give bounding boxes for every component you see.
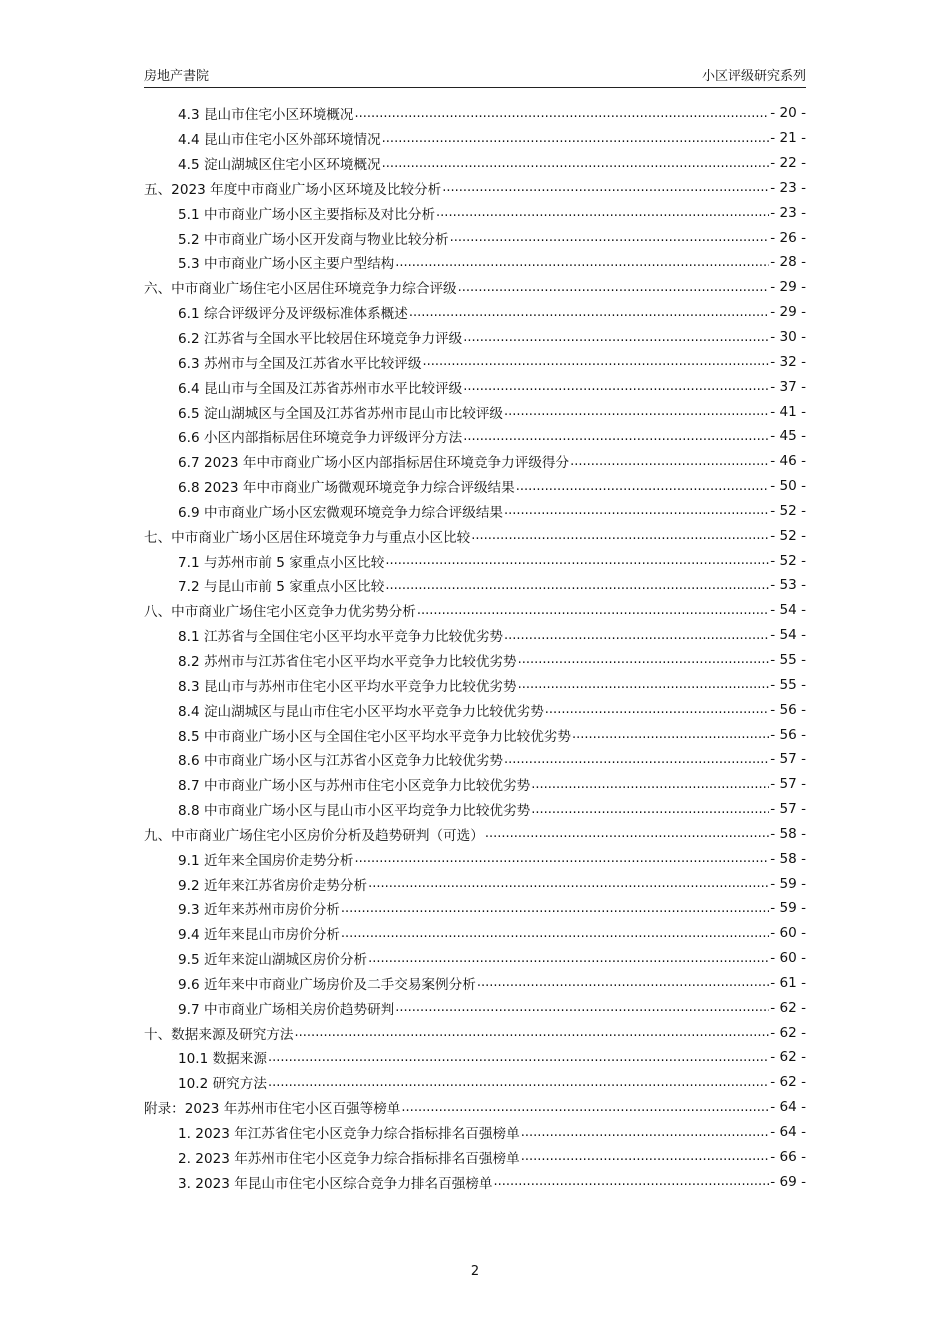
toc-leader-dots: [395, 255, 769, 270]
toc-page-number: - 20 -: [770, 105, 806, 122]
toc-page-number: - 41 -: [770, 403, 806, 420]
toc-page-number: - 52 -: [770, 527, 806, 544]
toc-section-entry[interactable]: [144, 151, 806, 176]
toc-entry-title: 6.6 小区内部指标居住环境竞争力评级评分方法: [178, 430, 463, 447]
toc-section-entry[interactable]: [144, 623, 806, 648]
toc-page-number: - 60 -: [770, 925, 806, 942]
toc-leader-dots: [518, 677, 770, 692]
toc-section-entry[interactable]: [144, 101, 806, 126]
toc-leader-dots: [368, 876, 769, 891]
toc-section-entry[interactable]: [144, 399, 806, 424]
toc-leader-dots: [516, 479, 770, 494]
toc-entry-title: 6.9 中市商业广场小区宏微观环境竞争力综合评级结果: [178, 504, 504, 521]
toc-page-number: - 45 -: [770, 428, 806, 445]
toc-page-number: - 66 -: [770, 1148, 806, 1165]
toc-leader-dots: [545, 702, 769, 717]
toc-page-number: - 46 -: [770, 453, 806, 470]
toc-entry-title: 9.4 近年来昆山市房价分析: [178, 927, 340, 944]
toc-entry-title: 8.7 中市商业广场小区与苏州市住宅小区竞争力比较优劣势: [178, 778, 531, 795]
toc-leader-dots: [295, 1025, 770, 1040]
toc-leader-dots: [458, 280, 770, 295]
toc-leader-dots: [521, 1149, 770, 1164]
toc-page-number: - 55 -: [770, 651, 806, 668]
toc-page-number: - 64 -: [770, 1099, 806, 1116]
toc-page-number: - 62 -: [770, 999, 806, 1016]
header-series: 小区评级研究系列: [701, 69, 806, 84]
toc-entry-title: 6.5 淀山湖城区与全国及江苏省苏州市昆山市比较评级: [178, 405, 504, 422]
toc-section-entry[interactable]: [144, 648, 806, 673]
toc-entry-title: 6.4 昆山市与全国及江苏省苏州市水平比较评级: [178, 380, 463, 397]
toc-entry-title: 5.2 中市商业广场小区开发商与物业比较分析: [178, 231, 449, 248]
toc-page-number: - 58 -: [770, 825, 806, 842]
toc-page-number: - 58 -: [770, 850, 806, 867]
toc-leader-dots: [477, 975, 769, 990]
toc-entry-title: 9.1 近年来全国房价走势分析: [178, 852, 354, 869]
toc-page-number: - 37 -: [770, 378, 806, 395]
toc-leader-dots: [471, 528, 769, 543]
toc-leader-dots: [518, 652, 770, 667]
toc-leader-dots: [442, 180, 769, 195]
toc-section-entry[interactable]: [144, 921, 806, 946]
toc-entry-title: 10.2 研究方法: [178, 1076, 267, 1093]
toc-leader-dots: [570, 454, 769, 469]
toc-page-number: - 22 -: [770, 155, 806, 172]
toc-entry-title: 10.1 数据来源: [178, 1051, 267, 1068]
toc-entry-title: 5.1 中市商业广场小区主要指标及对比分析: [178, 206, 436, 223]
toc-entry-title: 7.1 与苏州市前 5 家重点小区比较: [178, 554, 385, 571]
toc-chapter-entry[interactable]: [144, 1020, 806, 1045]
toc-leader-dots: [268, 1050, 769, 1065]
toc-page-number: - 30 -: [770, 329, 806, 346]
toc-entry-title: 5.3 中市商业广场小区主要户型结构: [178, 256, 395, 273]
toc-page-number: - 29 -: [770, 279, 806, 296]
toc-leader-dots: [354, 851, 769, 866]
toc-leader-dots: [485, 826, 769, 841]
toc-page-number: - 62 -: [770, 1024, 806, 1041]
toc-section-entry[interactable]: [144, 200, 806, 225]
toc-page-number: - 55 -: [770, 676, 806, 693]
toc-section-entry[interactable]: [144, 573, 806, 598]
toc-leader-dots: [504, 628, 769, 643]
toc-leader-dots: [395, 1000, 769, 1015]
toc-chapter-entry[interactable]: [144, 523, 806, 548]
toc-section-entry[interactable]: [144, 250, 806, 275]
toc-entry-title: 8.5 中市商业广场小区与全国住宅小区平均水平竞争力比较优劣势: [178, 728, 571, 745]
toc-entry-title: 9.2 近年来江苏省房价走势分析: [178, 877, 368, 894]
toc-leader-dots: [341, 901, 769, 916]
toc-leader-dots: [494, 1174, 770, 1189]
toc-entry-title: 4.5 淀山湖城区住宅小区环境概况: [178, 157, 381, 174]
toc-section-entry[interactable]: [144, 374, 806, 399]
toc-section-entry[interactable]: [144, 896, 806, 921]
toc-entry-title: 6.2 江苏省与全国水平比较居住环境竞争力评级: [178, 331, 463, 348]
toc-entry-title: 2. 2023 年苏州市住宅小区竞争力综合指标排名百强榜单: [178, 1150, 520, 1167]
toc-entry-title: 8.1 江苏省与全国住宅小区平均水平竞争力比较优劣势: [178, 629, 504, 646]
toc-section-entry[interactable]: [144, 474, 806, 499]
toc-page-number: - 52 -: [770, 502, 806, 519]
toc-leader-dots: [385, 553, 769, 568]
toc-page-number: - 69 -: [770, 1173, 806, 1190]
toc-leader-dots: [531, 777, 769, 792]
header-publisher: 房地产書院: [144, 69, 210, 84]
toc-leader-dots: [450, 230, 770, 245]
toc-leader-dots: [409, 305, 769, 320]
toc-entry-title: 6.8 2023 年中市商业广场微观环境竞争力综合评级结果: [178, 480, 515, 497]
toc-leader-dots: [401, 1100, 769, 1115]
toc-entry-title: 4.4 昆山市住宅小区外部环境情况: [178, 132, 381, 149]
toc-section-entry[interactable]: [144, 672, 806, 697]
toc-page-number: - 61 -: [770, 974, 806, 991]
toc-page-number: - 23 -: [770, 179, 806, 196]
toc-page-number: - 54 -: [770, 627, 806, 644]
toc-section-entry[interactable]: [144, 126, 806, 151]
toc-entry-title: 6.3 苏州市与全国及江苏省水平比较评级: [178, 355, 422, 372]
toc-leader-dots: [385, 578, 769, 593]
toc-leader-dots: [382, 131, 770, 146]
toc-entry-title: 8.3 昆山市与苏州市住宅小区平均水平竞争力比较优劣势: [178, 678, 517, 695]
toc-entry-title: 9.7 中市商业广场相关房价趋势研判: [178, 1001, 395, 1018]
toc-entry-title: 8.6 中市商业广场小区与江苏省小区竞争力比较优劣势: [178, 753, 504, 770]
toc-page-number: - 32 -: [770, 353, 806, 370]
toc-page-number: - 56 -: [770, 726, 806, 743]
toc-page-number: - 50 -: [770, 478, 806, 495]
toc-leader-dots: [417, 603, 769, 618]
toc-section-entry[interactable]: [144, 871, 806, 896]
toc-entry-title: 8.8 中市商业广场小区与昆山市小区平均竞争力比较优劣势: [178, 803, 531, 820]
toc-leader-dots: [463, 429, 769, 444]
toc-page-number: - 23 -: [770, 204, 806, 221]
toc-page-number: - 29 -: [770, 304, 806, 321]
toc-section-entry[interactable]: [144, 325, 806, 350]
toc-page-number: - 54 -: [770, 602, 806, 619]
page-header: [144, 66, 806, 88]
toc-page-number: - 64 -: [770, 1124, 806, 1141]
toc-section-entry[interactable]: [144, 225, 806, 250]
toc-chapter-entry[interactable]: [144, 176, 806, 201]
toc-entry-title: 9.6 近年来中市商业广场房价及二手交易案例分析: [178, 976, 476, 993]
toc-entry-title: 3. 2023 年昆山市住宅小区综合竞争力排名百强榜单: [178, 1175, 493, 1192]
toc-entry-title: 9.5 近年来淀山湖城区房价分析: [178, 952, 368, 969]
toc-page-number: - 59 -: [770, 900, 806, 917]
toc-chapter-entry[interactable]: [144, 821, 806, 846]
toc-leader-dots: [341, 926, 769, 941]
toc-leader-dots: [436, 205, 769, 220]
toc-page-number: - 57 -: [770, 801, 806, 818]
page-number: 2: [470, 1264, 480, 1279]
toc-section-entry[interactable]: [144, 1169, 806, 1194]
toc-leader-dots: [463, 330, 769, 345]
toc-chapter-entry[interactable]: [144, 275, 806, 300]
toc-leader-dots: [504, 752, 769, 767]
toc-entry-title: 附录：2023 年苏州市住宅小区百强等榜单: [144, 1101, 401, 1118]
toc-chapter-entry[interactable]: [144, 598, 806, 623]
toc-page-number: - 28 -: [770, 254, 806, 271]
toc-chapter-entry[interactable]: [144, 1095, 806, 1120]
toc-section-entry[interactable]: [144, 1070, 806, 1095]
toc-leader-dots: [382, 156, 770, 171]
toc-section-entry[interactable]: [144, 1144, 806, 1169]
toc-section-entry[interactable]: [144, 449, 806, 474]
toc-entry-title: 八、中市商业广场住宅小区竞争力优劣势分析: [144, 604, 416, 621]
toc-entry-title: 七、中市商业广场小区居住环境竞争力与重点小区比较: [144, 529, 471, 546]
toc-entry-title: 6.7 2023 年中市商业广场小区内部指标居住环境竞争力评级得分: [178, 455, 570, 472]
toc-entry-title: 9.3 近年来苏州市房价分析: [178, 902, 340, 919]
toc-section-entry[interactable]: [144, 772, 806, 797]
toc-section-entry[interactable]: [144, 971, 806, 996]
toc-page-number: - 57 -: [770, 776, 806, 793]
toc-entry-title: 6.1 综合评级评分及评级标准体系概述: [178, 306, 408, 323]
toc-leader-dots: [504, 503, 769, 518]
toc-page-number: - 60 -: [770, 950, 806, 967]
toc-section-entry[interactable]: [144, 499, 806, 524]
toc-page-number: - 26 -: [770, 229, 806, 246]
toc-entry-title: 8.4 淀山湖城区与昆山市住宅小区平均水平竞争力比较优劣势: [178, 703, 544, 720]
table-of-contents: [144, 101, 806, 1194]
toc-section-entry[interactable]: [144, 747, 806, 772]
toc-page-number: - 53 -: [770, 577, 806, 594]
toc-section-entry[interactable]: [144, 946, 806, 971]
toc-page-number: - 62 -: [770, 1049, 806, 1066]
toc-entry-title: 五、2023 年度中市商业广场小区环境及比较分析: [144, 181, 442, 198]
toc-page-number: - 59 -: [770, 875, 806, 892]
toc-section-entry[interactable]: [144, 797, 806, 822]
toc-section-entry[interactable]: [144, 697, 806, 722]
toc-leader-dots: [504, 404, 769, 419]
toc-page-number: - 57 -: [770, 751, 806, 768]
toc-section-entry[interactable]: [144, 349, 806, 374]
toc-leader-dots: [531, 802, 769, 817]
toc-leader-dots: [422, 354, 769, 369]
toc-leader-dots: [463, 379, 769, 394]
toc-entry-title: 六、中市商业广场住宅小区居住环境竞争力综合评级: [144, 281, 457, 298]
toc-section-entry[interactable]: [144, 1120, 806, 1145]
toc-section-entry[interactable]: [144, 846, 806, 871]
toc-section-entry[interactable]: [144, 300, 806, 325]
toc-entry-title: 1. 2023 年江苏省住宅小区竞争力综合指标排名百强榜单: [178, 1126, 520, 1143]
toc-page-number: - 62 -: [770, 1074, 806, 1091]
toc-section-entry[interactable]: [144, 1045, 806, 1070]
toc-leader-dots: [521, 1125, 770, 1140]
toc-leader-dots: [268, 1075, 769, 1090]
toc-leader-dots: [368, 951, 769, 966]
toc-page-number: - 56 -: [770, 701, 806, 718]
toc-leader-dots: [354, 106, 769, 121]
toc-page-number: - 21 -: [770, 130, 806, 147]
toc-entry-title: 7.2 与昆山市前 5 家重点小区比较: [178, 579, 385, 596]
toc-entry-title: 十、数据来源及研究方法: [144, 1026, 294, 1043]
toc-section-entry[interactable]: [144, 548, 806, 573]
toc-entry-title: 九、中市商业广场住宅小区房价分析及趋势研判（可选）: [144, 827, 484, 844]
toc-section-entry[interactable]: [144, 995, 806, 1020]
toc-page-number: - 52 -: [770, 552, 806, 569]
toc-leader-dots: [572, 727, 769, 742]
toc-entry-title: 8.2 苏州市与江苏省住宅小区平均水平竞争力比较优劣势: [178, 653, 517, 670]
toc-section-entry[interactable]: [144, 424, 806, 449]
toc-section-entry[interactable]: [144, 722, 806, 747]
toc-entry-title: 4.3 昆山市住宅小区环境概况: [178, 107, 354, 124]
